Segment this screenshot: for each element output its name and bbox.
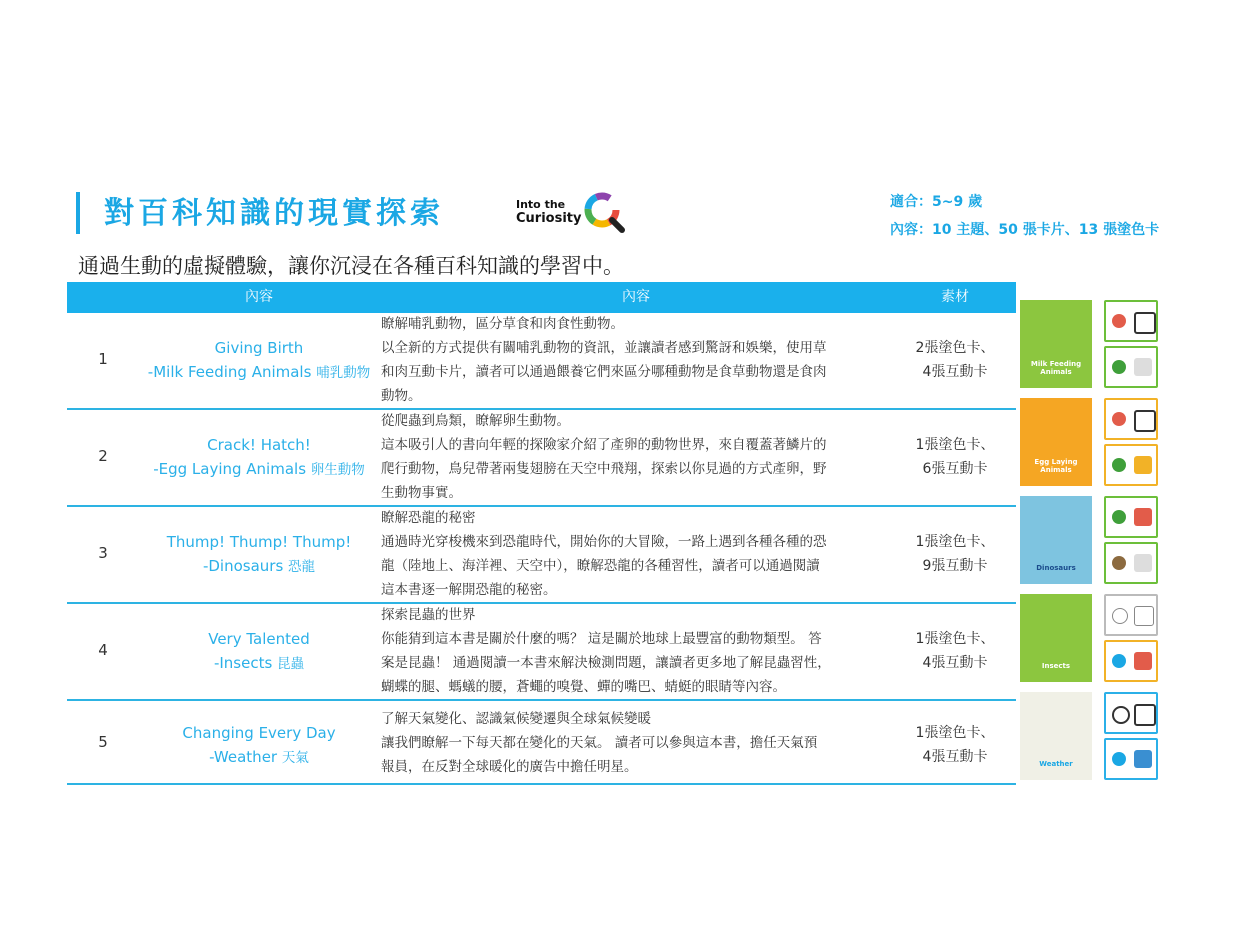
book-description: [381, 409, 911, 505]
desc-line: 爬行動物，鳥兒帶著兩隻翅膀在天空中飛翔，探索以你見過的方式產卵，野: [381, 461, 827, 477]
book-title-en: Very Talented: [208, 630, 310, 648]
book-subtitle-zh: 卵生動物: [310, 462, 365, 478]
magnifier-logo-icon: [582, 190, 626, 234]
materials: [905, 721, 1005, 769]
book-subtitle: [139, 554, 379, 579]
book-table: [67, 282, 1016, 785]
table-row: [67, 701, 1016, 785]
desc-line: 和肉互動卡片，讀者可以通過餵養它們來區分哪種動物是食草動物還是食肉: [381, 364, 827, 380]
book-description: [381, 603, 911, 699]
book-subtitle-zh: 哺乳動物: [316, 365, 371, 381]
desc-line: 瞭解哺乳動物，區分草食和肉食性動物。: [381, 316, 624, 332]
book-subtitle-zh: 昆蟲: [277, 656, 305, 672]
content-summary: 內容：10 主題、50 張卡片、13 張塗色卡: [890, 222, 1160, 238]
page-subtitle: 通過生動的虛擬體驗，讓你沉浸在各種百科知識的學習中。: [78, 254, 624, 278]
material-line: 6張互動卡: [922, 461, 988, 477]
page-title: 對百科知識的現實探索: [104, 196, 444, 231]
book-title-en: Giving Birth: [214, 339, 304, 357]
curiosity-logo: [516, 190, 626, 236]
desc-line: 你能猜到這本書是關於什麼的嗎？ 這是關於地球上最豐富的動物類型。 答: [381, 631, 822, 647]
interactive-card: [1104, 542, 1158, 584]
book-cover-weather: [1020, 692, 1092, 780]
book-subtitle-en: -Insects: [213, 654, 273, 672]
book-title-en: Crack! Hatch!: [207, 436, 311, 454]
coloring-card: [1104, 594, 1158, 636]
materials: [905, 627, 1005, 675]
materials: [905, 530, 1005, 578]
book-cover-egg-laying: [1020, 398, 1092, 486]
desc-line: 了解天氣變化、認識氣候變遷與全球氣候變暖: [381, 711, 651, 727]
desc-line: 這本吸引人的書向年輕的探險家介紹了產卵的動物世界，來自覆蓋著鱗片的: [381, 437, 827, 453]
book-title: [139, 433, 379, 482]
desc-line: 蝴蝶的腿、螞蟻的腰，蒼蠅的嗅覺、蟬的嘴巴、蜻蜓的眼睛等內容。: [381, 679, 786, 695]
material-line: 2張塗色卡、: [915, 340, 995, 356]
row-number: 5: [98, 733, 108, 751]
book-cover-title: Milk Feeding Animals: [1030, 360, 1082, 376]
book-cover-title: Dinosaurs: [1036, 564, 1076, 572]
header-material: 素材: [941, 289, 969, 305]
table-header: [67, 282, 1016, 313]
interactive-card: [1104, 496, 1158, 538]
desc-line: 龍（陸地上、海洋裡、天空中），瞭解恐龍的各種習性，讀者可以通過閱讀: [381, 558, 820, 574]
header-book: 內容: [245, 289, 273, 305]
desc-line: 案是昆蟲！ 通過閱讀一本書來解決檢測問題，讓讀者更多地了解昆蟲習性，: [381, 655, 831, 671]
material-line: 4張互動卡: [922, 655, 988, 671]
desc-line: 以全新的方式提供有關哺乳動物的資訊，並讓讀者感到驚訝和娛樂，使用草: [381, 340, 827, 356]
material-line: 1張塗色卡、: [915, 631, 995, 647]
desc-line: 讓我們瞭解一下每天都在變化的天氣。 讀者可以參與這本書，擔任天氣預: [381, 735, 818, 751]
desc-line: 報員，在反對全球暖化的廣告中擔任明星。: [381, 759, 638, 775]
book-title: [139, 336, 379, 385]
materials: [905, 336, 1005, 384]
age-range: 適合：5~9 歲: [890, 194, 983, 210]
book-subtitle-en: -Milk Feeding Animals: [147, 363, 312, 381]
table-row: [67, 507, 1016, 604]
book-subtitle-zh: 天氣: [281, 750, 309, 766]
interactive-card: [1104, 692, 1158, 734]
header-content: 內容: [622, 289, 650, 305]
material-line: 1張塗色卡、: [915, 534, 995, 550]
row-number: 3: [98, 544, 108, 562]
book-title: [139, 721, 379, 770]
material-line: 1張塗色卡、: [915, 437, 995, 453]
book-subtitle-en: -Weather: [209, 748, 278, 766]
book-cover-title: Insects: [1041, 662, 1071, 670]
interactive-card: [1104, 398, 1158, 440]
book-subtitle-en: -Dinosaurs: [202, 557, 284, 575]
material-line: 1張塗色卡、: [915, 725, 995, 741]
material-line: 9張互動卡: [922, 558, 988, 574]
interactive-card: [1104, 640, 1158, 682]
logo-line2: Curiosity: [516, 211, 582, 226]
book-subtitle-en: -Egg Laying Animals: [153, 460, 307, 478]
logo-line1: Into the: [516, 198, 566, 211]
material-line: 4張互動卡: [922, 364, 988, 380]
book-title: [139, 530, 379, 579]
interactive-card: [1104, 300, 1158, 342]
table-row: [67, 313, 1016, 410]
interactive-card: [1104, 346, 1158, 388]
book-description: [381, 312, 911, 408]
interactive-card: [1104, 738, 1158, 780]
logo-text: [516, 198, 581, 226]
title-accent-bar: [76, 192, 80, 234]
book-cover-dinosaurs: [1020, 496, 1092, 584]
book-subtitle-zh: 恐龍: [288, 559, 316, 575]
book-description: [381, 506, 911, 602]
book-subtitle: [139, 360, 379, 385]
material-line: 4張互動卡: [922, 749, 988, 765]
desc-line: 通過時光穿梭機來到恐龍時代，開始你的大冒險，一路上遇到各種各種的恐: [381, 534, 827, 550]
desc-line: 從爬蟲到鳥類，瞭解卵生動物。: [381, 413, 570, 429]
desc-line: 瞭解恐龍的秘密: [381, 510, 476, 526]
interactive-card: [1104, 444, 1158, 486]
book-title-en: Thump! Thump! Thump!: [166, 533, 352, 551]
book-description: [381, 707, 911, 779]
book-cover-milk-feeding: [1020, 300, 1092, 388]
desc-line: 動物。: [381, 388, 422, 404]
row-number: 4: [98, 641, 108, 659]
book-cover-title: Weather: [1039, 760, 1073, 768]
materials: [905, 433, 1005, 481]
table-row: [67, 604, 1016, 701]
row-number: 1: [98, 350, 108, 368]
desc-line: 探索昆蟲的世界: [381, 607, 476, 623]
book-subtitle: [139, 457, 379, 482]
book-cover-insects: [1020, 594, 1092, 682]
book-subtitle: [139, 651, 379, 676]
book-cover-title: Egg Laying Animals: [1034, 458, 1078, 474]
book-title: [139, 627, 379, 676]
book-title-en: Changing Every Day: [182, 724, 336, 742]
row-number: 2: [98, 447, 108, 465]
desc-line: 這本書逐一解開恐龍的秘密。: [381, 582, 557, 598]
desc-line: 生動物事實。: [381, 485, 462, 501]
book-subtitle: [139, 745, 379, 770]
table-row: [67, 410, 1016, 507]
